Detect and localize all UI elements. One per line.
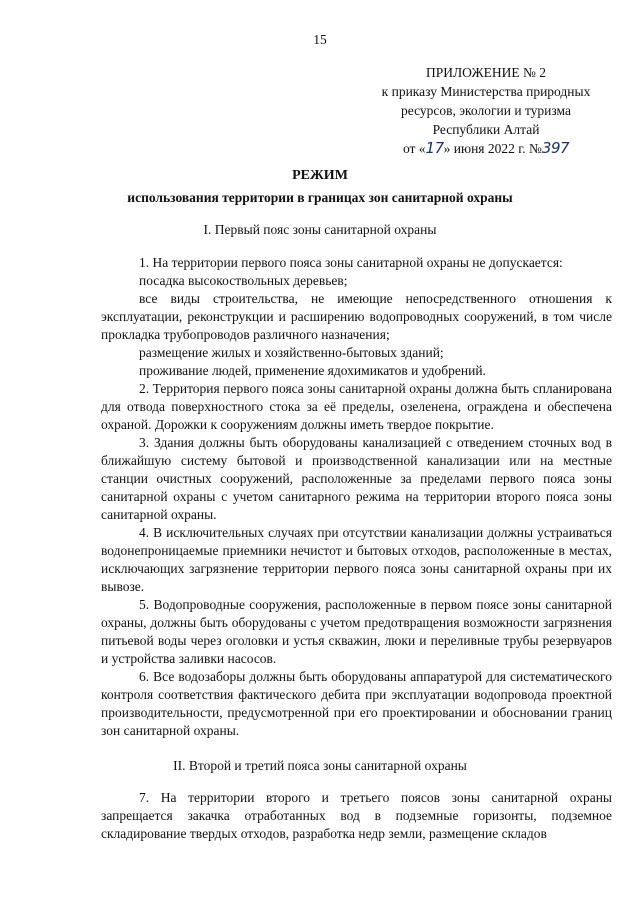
- page-number: 15: [313, 32, 327, 47]
- paragraph: 6. Все водозаборы должны быть оборудованы аппаратурой для систематического контроля соответствия фактического дебита при эксплуатации водопровода проектной производительности, предусмотренной при его проектировании и обосновании границ зон санитарной охраны.: [101, 669, 612, 738]
- paragraph: 2. Территория первого пояса зоны санитарной охраны должна быть спланирована для отвода поверхностного стока за её пределы, озеленена, ограждена и обеспечена охраной. Дорожки к сооружениям должны иметь твердое покрытие.: [101, 381, 612, 432]
- appendix-republic-line: Республики Алтай: [432, 122, 540, 137]
- paragraph: все виды строительства, не имеющие непосредственного отношения к эксплуатации, реконструкции и расширению водопроводных сооружений, в том числе прокладка трубопроводов различного назначения;: [101, 291, 612, 342]
- paragraph: проживание людей, применение ядохимикатов и удобрений.: [139, 363, 486, 378]
- handwritten-order-number: 397: [541, 139, 570, 157]
- appendix-header: [336, 63, 636, 158]
- paragraph: 3. Здания должны быть оборудованы канализацией с отведением сточных вод в ближайшую систему бытовой и производственной канализации или на местные станции очистных сооружений, расположенные за пределами первого пояса зоны санитарной охраны с учетом санитарного режима на территории второго пояса зоны санитарной охраны.: [101, 435, 612, 522]
- paragraph: 7. На территории второго и третьего поясов зоны санитарной охраны запрещается закачка отработанных вод в подземные горизонты, подземное складирование твердых отходов, разработка недр земли, размещение складов: [101, 790, 612, 841]
- paragraph: посадка высокоствольных деревьев;: [139, 273, 348, 288]
- appendix-order-line: к приказу Министерства природных: [381, 84, 591, 99]
- section-2-body: [101, 789, 612, 843]
- paragraph: размещение жилых и хозяйственно-бытовых зданий;: [139, 345, 444, 360]
- appendix-title: ПРИЛОЖЕНИЕ № 2: [425, 65, 547, 80]
- section-2-heading: II. Второй и третий пояса зоны санитарной охраны: [173, 758, 467, 773]
- appendix-date-line: [336, 139, 636, 158]
- paragraph: 1. На территории первого пояса зоны санитарной охраны не допускается:: [139, 255, 563, 270]
- appendix-ministry-line: ресурсов, экологии и туризма: [401, 103, 571, 118]
- section-1-heading: I. Первый пояс зоны санитарной охраны: [203, 222, 437, 237]
- date-prefix: от «: [402, 141, 426, 156]
- paragraph: 5. Водопроводные сооружения, расположенные в первом поясе зоны санитарной охраны, должны быть оборудованы с учетом предотвращения возможности загрязнения питьевой воды через оголовки и устья скважин, люки и переливные трубы резервуаров и устройства заливки насосов.: [101, 597, 612, 666]
- document-subtitle: использования территории в границах зон санитарной охраны: [127, 190, 513, 205]
- handwritten-day: 17: [425, 139, 444, 157]
- document-title: РЕЖИМ: [292, 168, 348, 183]
- section-1-body: [101, 254, 612, 740]
- paragraph: 4. В исключительных случаях при отсутствии канализации должны устраиваться водонепроницаемые приемники нечистот и бытовых отходов, расположенные в местах, исключающих загрязнение территории первого пояса зоны санитарной охраны при их вывозе.: [101, 525, 612, 594]
- date-middle: » июня 2022 г. №: [443, 141, 542, 156]
